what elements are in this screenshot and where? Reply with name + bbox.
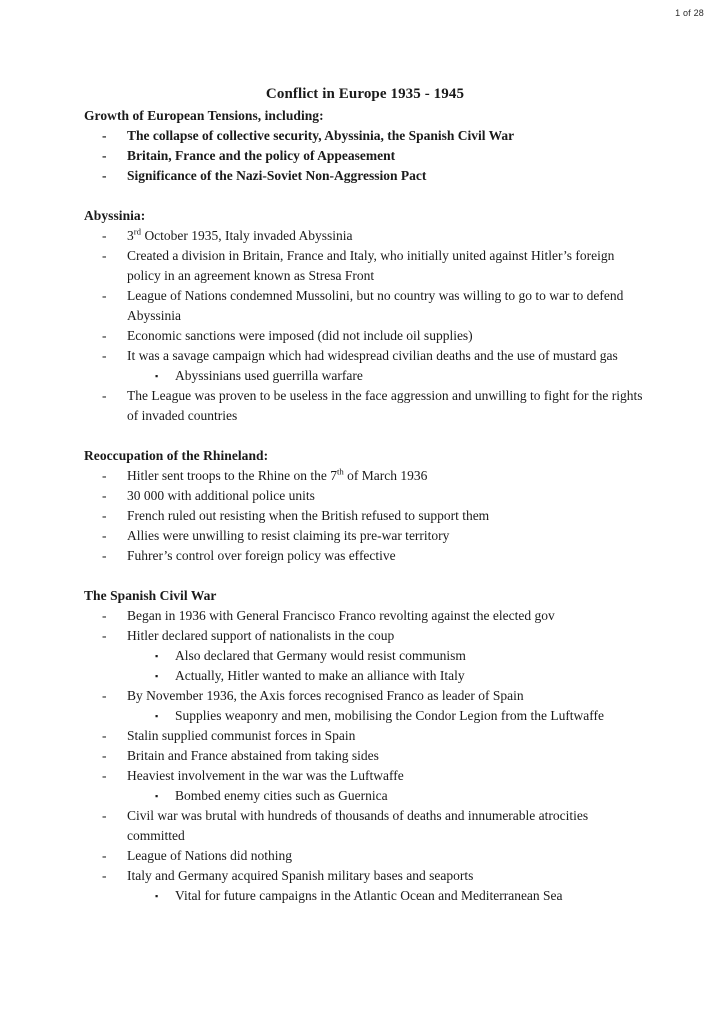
bullet-text: Abyssinians used guerrilla warfare <box>175 368 363 383</box>
bullet-text: French ruled out resisting when the British refused to support them <box>127 508 490 523</box>
bullet-item <box>84 166 646 186</box>
dash-bullet-marker: - <box>102 548 107 563</box>
sub-bullet-list <box>84 706 646 726</box>
square-bullet-marker: ▪ <box>155 651 159 661</box>
sub-bullet-item <box>84 646 646 666</box>
bullet-item <box>84 146 646 166</box>
bullet-text: The League was proven to be useless in the face aggression and unwilling to fight for the rights of invaded countries <box>127 388 643 423</box>
bullet-text: Created a division in Britain, France and Italy, who initially united against Hitler’s foreign policy in an agreement known as Stresa Front <box>127 248 615 283</box>
bullet-item <box>84 526 646 546</box>
bullet-list <box>84 606 646 646</box>
ordinal-superscript: rd <box>133 226 142 237</box>
square-bullet-marker: ▪ <box>155 671 159 681</box>
dash-bullet-marker: - <box>102 848 107 863</box>
bullet-item <box>84 346 646 366</box>
bullet-list <box>84 686 646 706</box>
ordinal-superscript: th <box>336 466 344 477</box>
bullet-item <box>84 626 646 646</box>
bullet-text: Vital for future campaigns in the Atlantic Ocean and Mediterranean Sea <box>175 888 563 903</box>
bullet-text: Hitler declared support of nationalists in the coup <box>127 628 395 643</box>
bullet-item <box>84 686 646 706</box>
dash-bullet-marker: - <box>102 608 107 623</box>
section-spacer <box>84 566 646 586</box>
dash-bullet-marker: - <box>102 248 107 263</box>
section <box>84 206 646 426</box>
bullet-text: Civil war was brutal with hundreds of thousands of deaths and innumerable atrocities committed <box>127 808 589 843</box>
bullet-text: Began in 1936 with General Francisco Franco revolting against the elected gov <box>127 608 555 623</box>
dash-bullet-marker: - <box>102 868 107 883</box>
bullet-text: Allies were unwilling to resist claiming its pre-war territory <box>127 528 450 543</box>
bullet-text: Britain, France and the policy of Appeasement <box>127 148 396 163</box>
document-title: Conflict in Europe 1935 - 1945 <box>265 86 465 102</box>
sub-bullet-item <box>84 366 646 386</box>
section <box>84 586 646 906</box>
dash-bullet-marker: - <box>102 148 107 163</box>
dash-bullet-marker: - <box>102 728 107 743</box>
bullet-item <box>84 486 646 506</box>
dash-bullet-marker: - <box>102 328 107 343</box>
section-heading: The Spanish Civil War <box>84 588 217 603</box>
bullet-text: Economic sanctions were imposed (did not include oil supplies) <box>127 328 473 343</box>
dash-bullet-marker: - <box>102 748 107 763</box>
bullet-item <box>84 286 646 326</box>
bullet-text: Also declared that Germany would resist communism <box>175 648 466 663</box>
section <box>84 446 646 566</box>
dash-bullet-marker: - <box>102 168 107 183</box>
bullet-text: Bombed enemy cities such as Guernica <box>175 788 388 803</box>
bullet-text: It was a savage campaign which had widespread civilian deaths and the use of mustard gas <box>127 348 618 363</box>
bullet-item <box>84 606 646 626</box>
square-bullet-marker: ▪ <box>155 791 159 801</box>
bullet-item <box>84 746 646 766</box>
bullet-list <box>84 466 646 566</box>
intro-heading: Growth of European Tensions, including: <box>84 108 324 123</box>
dash-bullet-marker: - <box>102 468 107 483</box>
sub-bullet-list <box>84 646 646 686</box>
section-heading: Reoccupation of the Rhineland: <box>84 448 269 463</box>
dash-bullet-marker: - <box>102 808 107 823</box>
bullet-list <box>84 806 646 886</box>
bullet-text: Heaviest involvement in the war was the Luftwaffe <box>127 768 404 783</box>
bullet-item <box>84 846 646 866</box>
dash-bullet-marker: - <box>102 228 107 243</box>
bullet-text: Fuhrer’s control over foreign policy was effective <box>127 548 396 563</box>
document-body <box>84 84 646 906</box>
bullet-item <box>84 726 646 746</box>
bullet-text: Britain and France abstained from taking sides <box>127 748 379 763</box>
bullet-list <box>84 386 646 426</box>
bullet-text: The collapse of collective security, Abyssinia, the Spanish Civil War <box>127 128 515 143</box>
bullet-item <box>84 226 646 246</box>
intro-section <box>84 106 646 186</box>
sub-bullet-list <box>84 786 646 806</box>
sub-bullet-item <box>84 706 646 726</box>
bullet-text: By November 1936, the Axis forces recognised Franco as leader of Spain <box>127 688 524 703</box>
bullet-item <box>84 126 646 146</box>
bullet-item <box>84 866 646 886</box>
bullet-text: 3rd October 1935, Italy invaded Abyssinia <box>127 226 353 243</box>
bullet-text: 30 000 with additional police units <box>127 488 315 503</box>
section-spacer <box>84 426 646 446</box>
dash-bullet-marker: - <box>102 768 107 783</box>
bullet-item <box>84 246 646 286</box>
square-bullet-marker: ▪ <box>155 891 159 901</box>
dash-bullet-marker: - <box>102 128 107 143</box>
bullet-list <box>84 726 646 786</box>
bullet-item <box>84 466 646 486</box>
bullet-text: Significance of the Nazi-Soviet Non-Aggression Pact <box>127 168 427 183</box>
dash-bullet-marker: - <box>102 388 107 403</box>
bullet-list <box>84 226 646 366</box>
dash-bullet-marker: - <box>102 508 107 523</box>
intro-bullet-list <box>84 126 646 186</box>
bullet-text: Actually, Hitler wanted to make an alliance with Italy <box>175 668 465 683</box>
sub-bullet-item <box>84 666 646 686</box>
dash-bullet-marker: - <box>102 348 107 363</box>
bullet-item <box>84 506 646 526</box>
dash-bullet-marker: - <box>102 528 107 543</box>
bullet-item <box>84 326 646 346</box>
bullet-item <box>84 546 646 566</box>
page-number-header: 1 of 28 <box>675 8 704 18</box>
bullet-text: Stalin supplied communist forces in Spain <box>127 728 356 743</box>
bullet-text: League of Nations condemned Mussolini, but no country was willing to go to war to defend Abyssinia <box>127 288 624 323</box>
dash-bullet-marker: - <box>102 688 107 703</box>
section-heading: Abyssinia: <box>84 208 146 223</box>
bullet-item <box>84 806 646 846</box>
dash-bullet-marker: - <box>102 488 107 503</box>
bullet-text: Supplies weaponry and men, mobilising the Condor Legion from the Luftwaffe <box>175 708 605 723</box>
sub-bullet-item <box>84 886 646 906</box>
bullet-item <box>84 766 646 786</box>
dash-bullet-marker: - <box>102 628 107 643</box>
bullet-text: Hitler sent troops to the Rhine on the 7th of March 1936 <box>127 466 428 483</box>
square-bullet-marker: ▪ <box>155 711 159 721</box>
bullet-text: League of Nations did nothing <box>127 848 292 863</box>
sub-bullet-list <box>84 366 646 386</box>
sub-bullet-item <box>84 786 646 806</box>
bullet-item <box>84 386 646 426</box>
dash-bullet-marker: - <box>102 288 107 303</box>
section-spacer <box>84 186 646 206</box>
bullet-text: Italy and Germany acquired Spanish military bases and seaports <box>127 868 474 883</box>
sub-bullet-list <box>84 886 646 906</box>
square-bullet-marker: ▪ <box>155 371 159 381</box>
sections-container <box>84 186 646 906</box>
